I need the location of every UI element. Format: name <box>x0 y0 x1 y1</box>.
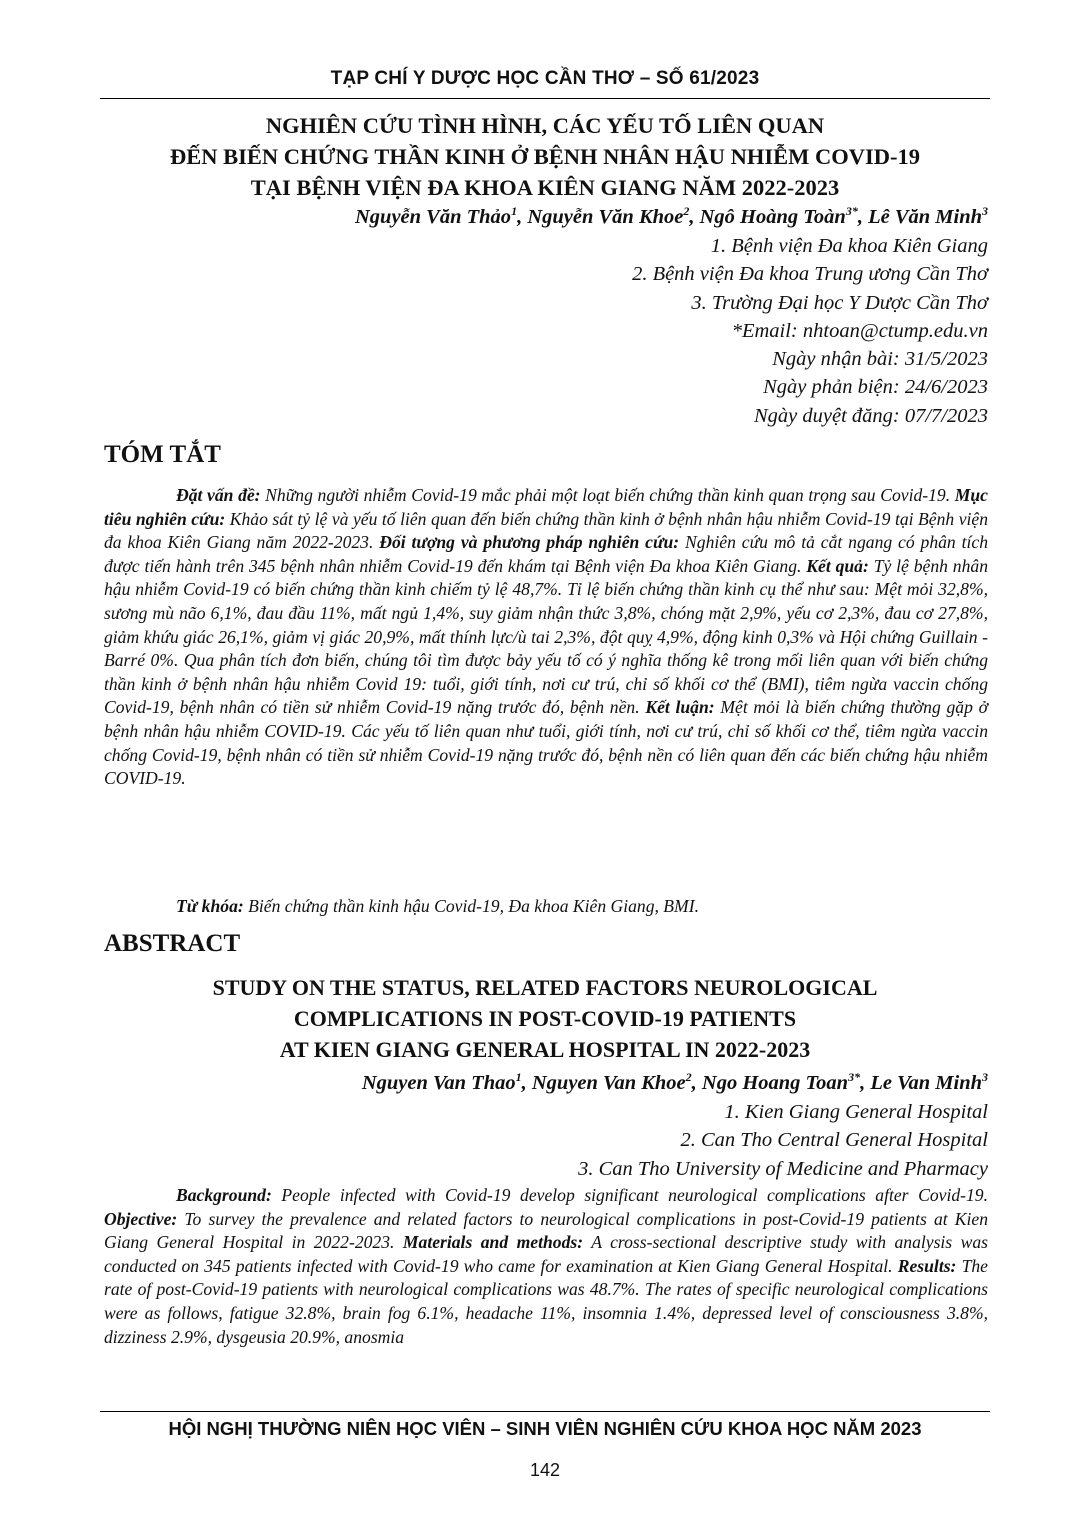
en-title-line: AT KIEN GIANG GENERAL HOSPITAL IN 2022-2023 <box>279 1037 811 1062</box>
segment-label: Results: <box>897 1255 957 1276</box>
segment-text: Mệt mỏi là biến chứng thường gặp ở bệnh nhân hậu nhiễm COVID-19. Các yếu tố liên quan như tuổi, giới tính, nơi cư trú, chỉ số khối cơ thể, tiêm ngừa vaccin chống Covid-19, bệnh nhân có tiền sử nhiễm Covid-19 nặng trước đó, bệnh nền có liên quan đến các biến chứng hậu nhiễm COVID-19. <box>104 697 989 789</box>
segment-label: Objective: <box>104 1208 178 1229</box>
segment-label: Đặt vấn đề: <box>176 485 261 505</box>
affiliation: 3. Trường Đại học Y Dược Cần Thơ <box>691 291 988 314</box>
author-sup: 3* <box>848 1070 861 1084</box>
vn-title-line: ĐẾN BIẾN CHỨNG THẦN KINH Ở BỆNH NHÂN HẬU NHIỄM COVID-19 <box>169 144 921 169</box>
vn-title <box>100 110 990 203</box>
date-accepted: Ngày duyệt đăng: 07/7/2023 <box>753 404 988 427</box>
header-rule <box>100 98 990 99</box>
date-received: Ngày nhận bài: 31/5/2023 <box>772 348 988 371</box>
segment-text: The rate of post-Covid-19 patients with neurological complications was 48.7%. The rates of specific neurological complications were as follows, fatigue 32.8%, brain fog 6.1%, headache 11%, insomnia 1.4%, depressed level of consciousness 3.8%, dizziness 2.9%, dysgeusia 20.9%, anosmia <box>104 1255 988 1347</box>
keywords-label: Từ khóa: <box>176 896 244 916</box>
affiliation: 2. Can Tho Central General Hospital <box>680 1129 988 1152</box>
segment-text: People infected with Covid-19 develop significant neurological complications after Covid-19. <box>271 1185 988 1205</box>
segment-label: Materials and methods: <box>402 1232 584 1253</box>
vn-affiliations <box>632 232 988 430</box>
segment-text: To survey the prevalence and related factors to neurological complications in post-Covid-19 patients at Kien Giang General Hospital in 2022-2023. <box>104 1208 988 1253</box>
author-sup: 1 <box>515 1070 522 1084</box>
segment-label: Đối tượng và phương pháp nghiên cứu: <box>379 532 680 553</box>
author-sup: 1 <box>511 204 518 218</box>
author-sup: 3 <box>982 204 988 218</box>
segment-text: Nghiên cứu mô tả cắt ngang có phân tích được tiến hành trên 345 bệnh nhân nhiễm Covid-19 đến khám tại Bệnh viện Đa khoa Kiên Giang. <box>104 532 988 576</box>
en-title-line: STUDY ON THE STATUS, RELATED FACTORS NEUROLOGICAL <box>212 975 878 1000</box>
vn-title-line: TẠI BỆNH VIỆN ĐA KHOA KIÊN GIANG NĂM 2022-2023 <box>250 175 840 200</box>
keywords-text: Biến chứng thần kinh hậu Covid-19, Đa khoa Kiên Giang, BMI. <box>243 896 699 916</box>
author-name: Nguyen Van Khoe <box>531 1071 686 1094</box>
author-sup: 2 <box>683 204 690 218</box>
affiliation: 1. Kien Giang General Hospital <box>724 1101 988 1123</box>
segment-text: Những người nhiễm Covid-19 mắc phải một loạt biến chứng thần kinh quan trọng sau Covid-19. <box>260 485 955 505</box>
en-title-line: COMPLICATIONS IN POST-COVID-19 PATIENTS <box>293 1006 797 1031</box>
author-sup: 2 <box>685 1070 692 1084</box>
abstract-heading: ABSTRACT <box>104 930 241 957</box>
author-name: Le Van Minh <box>870 1071 982 1094</box>
en-authors: Nguyen Van Thao$^1$, Nguyen Van Khoe$^2$, Ngo Hoang Toan$^{3*}$, Le Van Minh$^3$ <box>361 1070 988 1094</box>
en-title <box>100 972 990 1065</box>
author-name: Ngô Hoàng Toàn <box>699 205 846 228</box>
en-abstract-body <box>104 1184 988 1349</box>
author-name: Lê Văn Minh <box>868 205 982 228</box>
segment-text: Tỷ lệ bệnh nhân hậu nhiễm Covid-19 có biến chứng thần kinh chiếm tỷ lệ 48,7%. Tỉ lệ biến chứng thần kinh cụ thể như sau: Mệt mỏi 32,8%, sương mù não 6,1%, đau đầu 11%, mất ngủ 1,4%, suy giảm nhận thức 3,8%, chóng mặt 2,9%, yếu cơ 2,3%, đau cơ 27,8%, giảm khứu giác 26,1%, giảm vị giác 20,9%, mất thính lực/ù tai 2,3%, đột quỵ 4,9%, động kinh 0,3% và Hội chứng Guillain - Barré 0%. Qua phân tích đơn biến, chúng tôi tìm được bảy yếu tố có ý nghĩa thống kê trong mối liên quan với biến chứng thần kinh ở bệnh nhân hậu nhiễm Covid 19: tuổi, giới tính, nơi cư trú, chỉ số khối cơ thể (BMI), tiêm ngừa vaccin chống Covid-19, bệnh nhân có tiền sử nhiễm Covid-19 nặng trước đó, bệnh nền. <box>104 555 988 718</box>
conference-footer: HỘI NGHỊ THƯỜNG NIÊN HỌC VIÊN – SINH VIÊN NGHIÊN CỨU KHOA HỌC NĂM 2023 <box>168 1418 922 1439</box>
date-reviewed: Ngày phản biện: 24/6/2023 <box>763 376 988 399</box>
vn-authors: Nguyễn Văn Thảo$^1$, Nguyễn Văn Khoe$^2$, Ngô Hoàng Toàn$^{3*}$, Lê Văn Minh$^3$ <box>355 204 988 228</box>
journal-header: TẠP CHÍ Y DƯỢC HỌC CẦN THƠ – SỐ 61/2023 <box>330 68 760 89</box>
author-name: Nguyen Van Thao <box>361 1071 516 1094</box>
page-number: 142 <box>529 1460 561 1480</box>
summary-heading: TÓM TẮT <box>104 441 221 468</box>
affiliation: 1. Bệnh viện Đa khoa Kiên Giang <box>710 235 988 257</box>
author-name: Nguyễn Văn Khoe <box>527 205 684 228</box>
author-name: Nguyễn Văn Thảo <box>355 205 512 228</box>
vn-keywords <box>104 896 988 917</box>
segment-text: Khảo sát tỷ lệ và yếu tố liên quan đến biến chứng thần kinh ở bệnh nhân hậu nhiễm Covid-19 tại Bệnh viện đa khoa Kiên Giang năm 2022-2023. <box>104 508 988 553</box>
author-sup: 3 <box>982 1070 988 1084</box>
author-name: Ngo Hoang Toan <box>701 1071 849 1094</box>
email: *Email: nhtoan@ctump.edu.vn <box>731 319 988 342</box>
affiliation: 2. Bệnh viện Đa khoa Trung ương Cần Thơ <box>632 263 988 286</box>
vn-summary-body <box>104 484 988 791</box>
segment-label: Mục tiêu nghiên cứu: <box>104 485 988 529</box>
affiliation: 3. Can Tho University of Medicine and Pharmacy <box>578 1157 988 1180</box>
segment-label: Kết quả: <box>806 555 869 576</box>
segment-label: Kết luận: <box>645 697 715 718</box>
en-affiliations <box>578 1098 988 1183</box>
segment-text: A cross-sectional descriptive study with analysis was conducted on 345 patients infected with Covid-19 who came for examination at Kien Giang General Hospital. <box>104 1232 988 1276</box>
footer-rule <box>100 1411 990 1412</box>
segment-label: Background: <box>176 1185 272 1205</box>
vn-title-line: NGHIÊN CỨU TÌNH HÌNH, CÁC YẾU TỐ LIÊN QUAN <box>265 113 825 138</box>
author-sup: 3* <box>845 204 858 218</box>
